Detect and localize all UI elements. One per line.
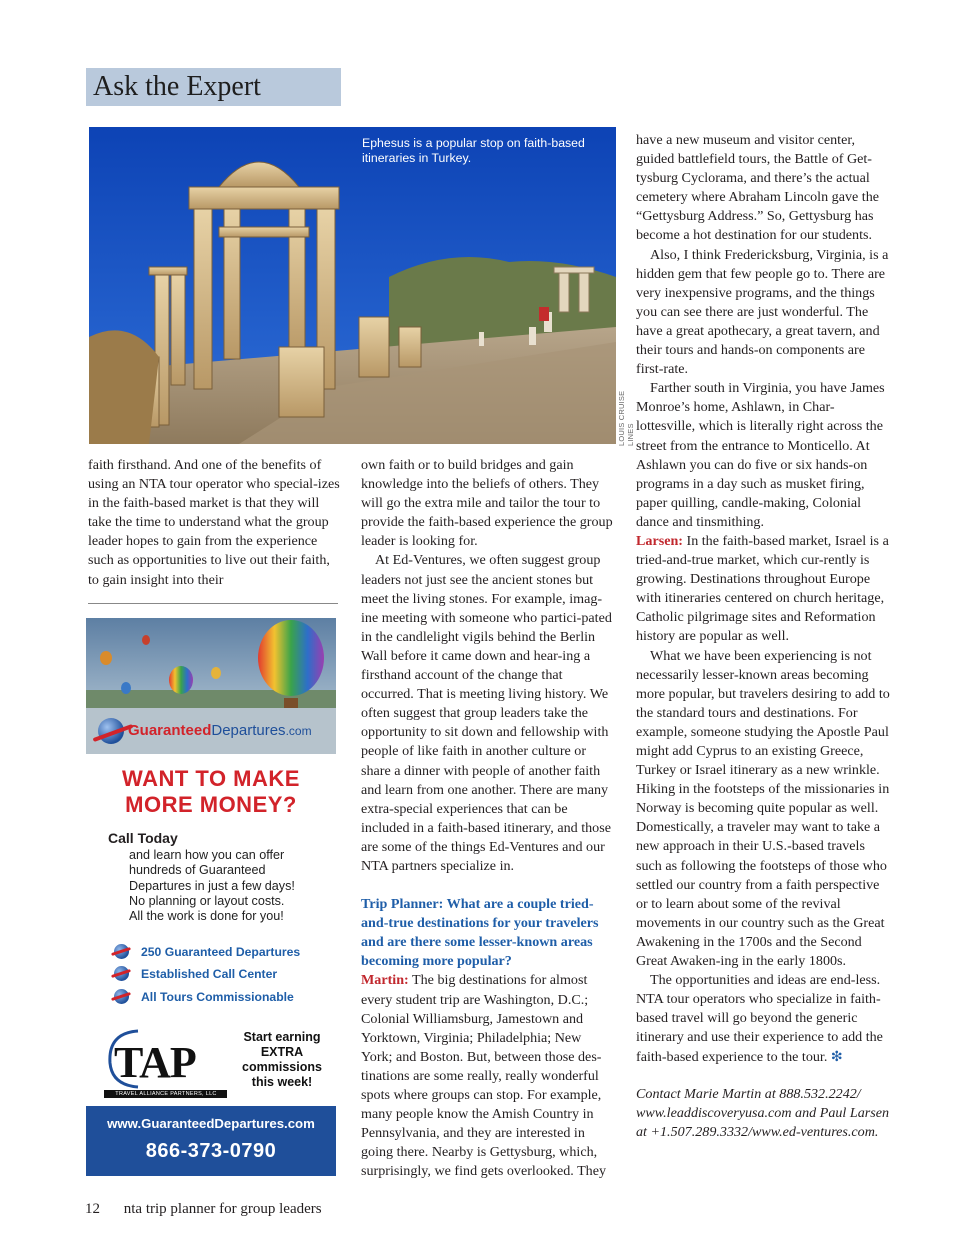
speaker-martin: Martin: bbox=[361, 972, 409, 989]
col3-paragraph: have a new museum and visitor center, guided battlefield tours, the Battle of Get-tysburg Cyclorama, and there’s the actual cemetery where Abraham Lincoln gave the “Gettysburg Address.” So, Gettysburg has become a hot destination for our students. bbox=[636, 132, 880, 244]
col2-paragraph: own faith or to build bridges and gain knowledge into the beliefs of others. They will go the extra mile and tailor the tour to provide the faith-based experience the group leader is looking for. bbox=[361, 457, 613, 550]
globe-icon bbox=[114, 989, 129, 1004]
logo-word-guaranteed: Guaranteed bbox=[128, 722, 212, 739]
tap-subtitle: TRAVEL ALLIANCE PARTNERS, LLC bbox=[115, 1091, 217, 1097]
end-mark-icon: ❇ bbox=[830, 1048, 843, 1065]
col2-paragraph bbox=[361, 971, 614, 1181]
section-title: Ask the Expert bbox=[93, 71, 261, 102]
ad-feature-label: 250 Guaranteed Departures bbox=[141, 945, 301, 959]
photo-credit: LOUIS CRUISE LINES bbox=[617, 390, 635, 446]
photo-caption: Ephesus is a popular stop on faith-based itineraries in Turkey. bbox=[362, 136, 585, 165]
ad-feature-label: All Tours Commissionable bbox=[141, 990, 294, 1004]
ad-feature-item bbox=[114, 966, 334, 981]
ad-call-today: Call Today bbox=[108, 830, 178, 846]
ad-feature-item bbox=[114, 944, 334, 959]
globe-icon bbox=[114, 966, 129, 981]
logo-word-departures: Departures bbox=[211, 722, 286, 739]
col3-paragraph bbox=[636, 971, 891, 1066]
globe-icon bbox=[114, 944, 129, 959]
column-3-text bbox=[636, 131, 891, 1142]
guaranteed-departures-logo bbox=[106, 718, 336, 750]
answer-text: The big destinations for almost every student trip are Washington, D.C.; Colonial Williamsburg, Jamestown and Yorktown, Virginia; Philadelphia; New York; and Boston. But, between those des-tinations are some really, really wonderful spots where groups can stop. For example, many people know the Amish Country in Pennsylvania, and they are interested in going there. Nearby is Gettysburg, which, surprisingly, we find gets overlooked. They bbox=[361, 972, 607, 1180]
closing-text: The opportunities and ideas are end-less. NTA tour operators who specialize in faith-based travel will go beyond the generic itinerary and use their experience to add the faith-based experience to the tour. bbox=[636, 972, 883, 1065]
col3-paragraph: Also, I think Fredericksburg, Virginia, is a hidden gem that few people go to. There are very inexpensive programs, and the things you can see there are just wonderful. The have a great apothecary, a great tavern, and their tours and hands-on components are first-rate. bbox=[636, 246, 889, 378]
ad-body-line: hundreds of Guaranteed bbox=[129, 863, 266, 878]
logo-word-com: .com bbox=[285, 724, 312, 738]
ad-headline-line-2: MORE MONEY? bbox=[125, 792, 297, 817]
column-2-text bbox=[361, 456, 614, 1181]
contact-info: Contact Marie Martin at 888.532.2242/ www.leaddiscoveryusa.com and Paul Larsen at +1.507.289.3332/www.ed-ventures.com. bbox=[636, 1085, 890, 1140]
col2-paragraph: At Ed-Ventures, we often suggest group leaders not just see the ancient stones but meet the living stones. For example, imag-ine meeting with someone who partici-pated in the candlelight vigils behind the Berlin Wall before it came down and hear-ing a firsthand account of the change that occurred. That is meeting living history. We often suggest that group leaders take the opportunity to sit down and fellowship with people of like faith in another culture or share a dinner with people of another faith and learn from one another. There are many extra-special experiences that can be included in a faith-based itinerary, and those are some of the things Ed-Ventures and our NTA partners specialize in. bbox=[361, 552, 612, 874]
speaker-larsen: Larsen: bbox=[636, 532, 683, 549]
ad-body-line: and learn how you can offer bbox=[129, 848, 285, 862]
column-divider bbox=[88, 603, 338, 604]
ad-body-line: No planning or layout costs. bbox=[129, 893, 285, 908]
ad-start-line: EXTRA bbox=[260, 1045, 304, 1059]
ad-feature-item bbox=[114, 989, 334, 1004]
publication-name: nta trip planner for group leaders bbox=[123, 1201, 322, 1217]
ad-headline-line-1: WANT TO MAKE bbox=[122, 766, 300, 791]
ad-start-line: this week! bbox=[251, 1075, 313, 1089]
tap-logo bbox=[98, 1023, 233, 1098]
ephesus-photo bbox=[89, 127, 616, 444]
answer-text: In the faith-based market, Israel is a tried-and-true market, which cur-rently is growing. Destinations throughout Europe with itineraries centered on church heritage, Catholic pilgrimage sites and Reformation history are popular as well. bbox=[636, 532, 889, 645]
tap-letters: TAP bbox=[114, 1038, 196, 1087]
ad-url-link[interactable]: www.GuaranteedDepartures.com bbox=[107, 1116, 315, 1131]
section-header bbox=[86, 68, 341, 106]
ad-start-line: commissions bbox=[242, 1060, 322, 1074]
col3-paragraph bbox=[636, 532, 891, 647]
ad-feature-label: Established Call Center bbox=[141, 967, 278, 981]
col3-paragraph: Farther south in Virginia, you have James Monroe’s home, Ashlawn, in Char-lottesville, which is literally right across the street from the entrance to Monticello. At Ashlawn you can do five or six hands-on programs in a day such as musket firing, paper quilling, candle-making, Colonial dance and tinsmithing. bbox=[636, 380, 885, 530]
ad-body-text bbox=[129, 848, 334, 924]
column-1-text bbox=[88, 456, 340, 590]
page-footer bbox=[85, 1201, 322, 1218]
col1-paragraph: faith firsthand. And one of the benefits of using an NTA tour operator who special-izes in the faith-based market is that they will take the time to understand what the group leader hopes to gain from the experience such as opportunities to live out their faith, to gain insight into their bbox=[88, 457, 340, 588]
col3-paragraph: What we have been experiencing is not necessarily lesser-known areas becoming more popular, but travelers desiring to add to the standard tours and destinations. For example, someone studying the Apostle Paul might add Cyprus to an existing Greece, Turkey or Israel itinerary as a new wrinkle. Hiking in the footsteps of the missionaries in Norway is becoming quite popular as well. Domestically, a traveler may want to take a new approach in their U.S.-based travels such as following the footsteps of those who settled our country from a faith perspective or to learn about some of the revival movements in our country such as the Great Awakening in the 1700s and the Second Great Awaken-ing in the early 1800s. bbox=[636, 647, 890, 970]
ad-phone-number[interactable]: 866-373-0790 bbox=[145, 1140, 277, 1162]
interview-question: Trip Planner: What are a couple tried-and-true destinations for your travelers and are there some lesser-known areas becoming more popular? bbox=[361, 896, 599, 970]
ad-body-line: Departures in just a few days! bbox=[129, 878, 295, 893]
ad-start-earning bbox=[236, 1030, 328, 1090]
page-number: 12 bbox=[85, 1201, 100, 1217]
ad-headline bbox=[86, 766, 336, 818]
ad-start-line: Start earning bbox=[243, 1030, 321, 1044]
ad-body-line: All the work is done for you! bbox=[129, 909, 284, 924]
advertisement[interactable] bbox=[86, 618, 336, 1176]
